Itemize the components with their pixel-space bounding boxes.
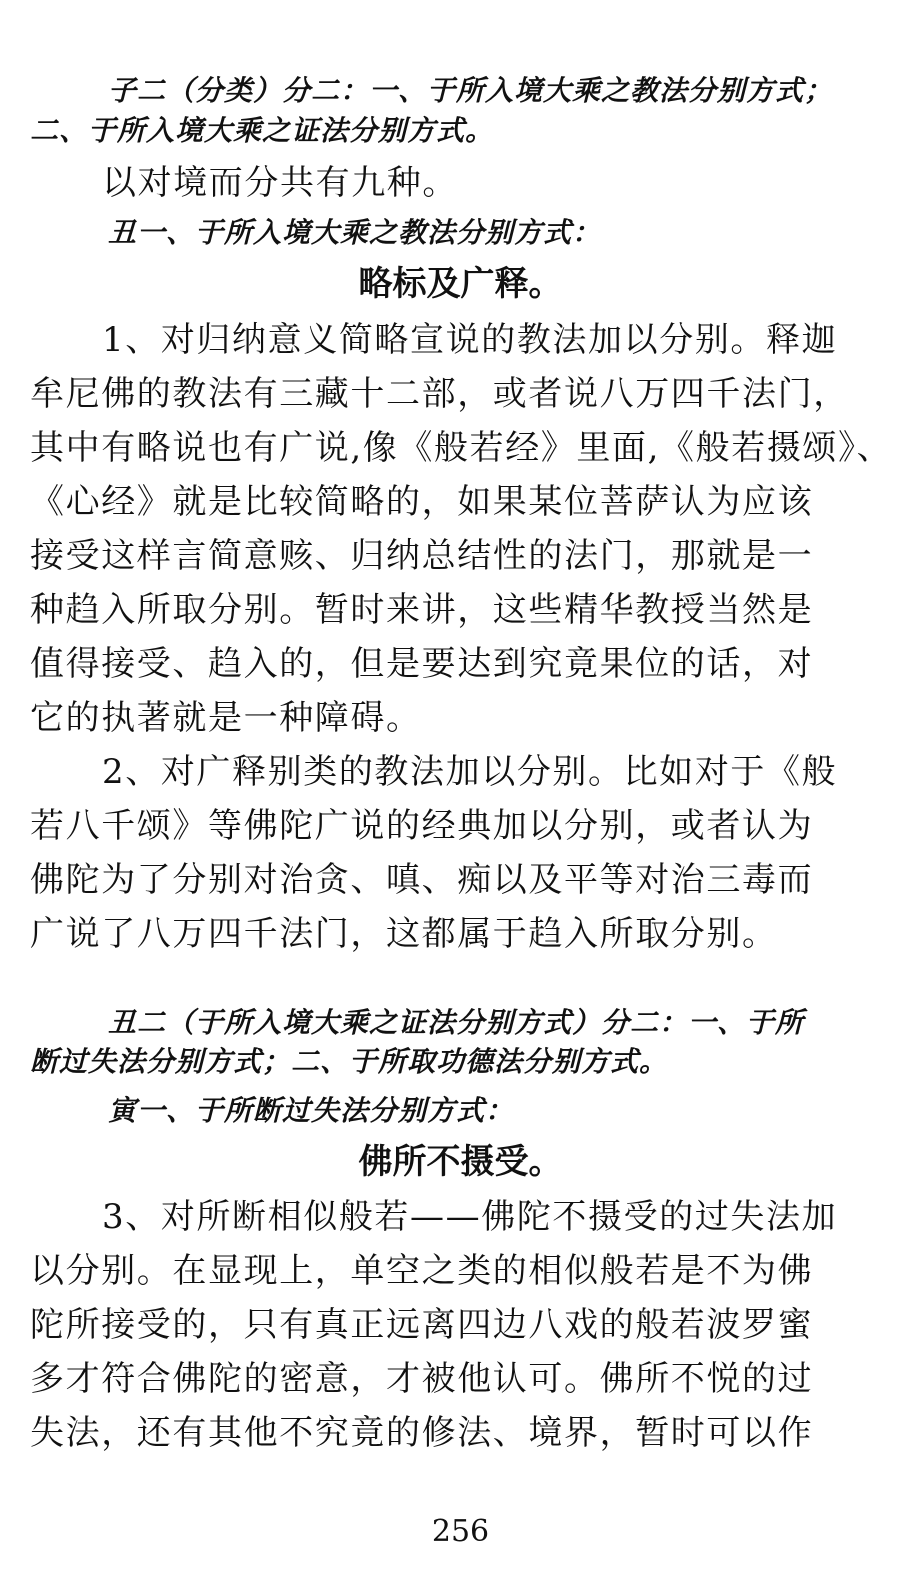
paragraph-line: 2、对广释别类的教法加以分别。比如对于《般	[102, 752, 838, 792]
paragraph-line: 失法，还有其他不究竟的修法、境界，暂时可以作	[30, 1413, 814, 1453]
page-number: 256	[431, 1514, 490, 1549]
intro-paragraph	[30, 156, 868, 210]
paragraph-line: 若八千颂》等佛陀广说的经典加以分别，或者认为	[30, 806, 814, 846]
paragraph-line: 种趋入所取分别。暂时来讲，这些精华教授当然是	[30, 590, 814, 630]
paragraph-line: 其中有略说也有广说,像《般若经》里面,《般若摄颂》、	[30, 428, 893, 468]
paragraph-line: 多才符合佛陀的密意，才被他认可。佛所不悦的过	[30, 1359, 814, 1399]
outline-heading-zi-er-line-2: 二、于所入境大乘之证法分别方式。	[30, 114, 495, 147]
paragraph-line: 1、对归纳意义简略宣说的教法加以分别。释迦	[102, 320, 838, 360]
paragraph-line: 以分别。在显现上，单空之类的相似般若是不为佛	[30, 1251, 814, 1291]
paragraph-line: 广说了八万四千法门，这都属于趋入所取分别。	[30, 914, 778, 954]
outline-heading-zi-er-line-1: 子二（分类）分二：一、于所入境大乘之教法分别方式；	[108, 74, 834, 107]
root-verse-2: 佛所不摄受。	[358, 1142, 563, 1182]
paragraph-line: 《心经》就是比较简略的，如果某位菩萨认为应该	[30, 482, 814, 522]
paragraph-line: 佛陀为了分别对治贪、嗔、痴以及平等对治三毒而	[30, 860, 814, 900]
paragraph-line: 牟尼佛的教法有三藏十二部，或者说八万四千法门，	[30, 374, 849, 414]
paragraph-1	[30, 313, 893, 745]
intro-line: 以对境而分共有九种。	[102, 163, 458, 203]
root-verse-1: 略标及广释。	[358, 264, 563, 304]
paragraph-3	[30, 1190, 868, 1460]
paragraph-line: 陀所接受的，只有真正远离四边八戏的般若波罗蜜	[30, 1305, 814, 1345]
outline-heading-yin-yi: 寅一、于所断过失法分别方式：	[108, 1094, 515, 1127]
paragraph-line: 接受这样言简意赅、归纳总结性的法门，那就是一	[30, 536, 814, 576]
outline-heading-chou-er-line-2: 断过失法分别方式；二、于所取功德法分别方式。	[30, 1045, 669, 1078]
outline-heading-chou-yi: 丑一、于所入境大乘之教法分别方式：	[108, 216, 602, 249]
paragraph-line: 它的执著就是一种障碍。	[30, 698, 422, 738]
outline-heading-chou-er-line-1: 丑二（于所入境大乘之证法分别方式）分二：一、于所	[108, 1006, 805, 1039]
paragraph-line: 3、对所断相似般若——佛陀不摄受的过失法加	[102, 1197, 838, 1237]
paragraph-line: 值得接受、趋入的，但是要达到究竟果位的话，对	[30, 644, 814, 684]
paragraph-2	[30, 745, 868, 961]
